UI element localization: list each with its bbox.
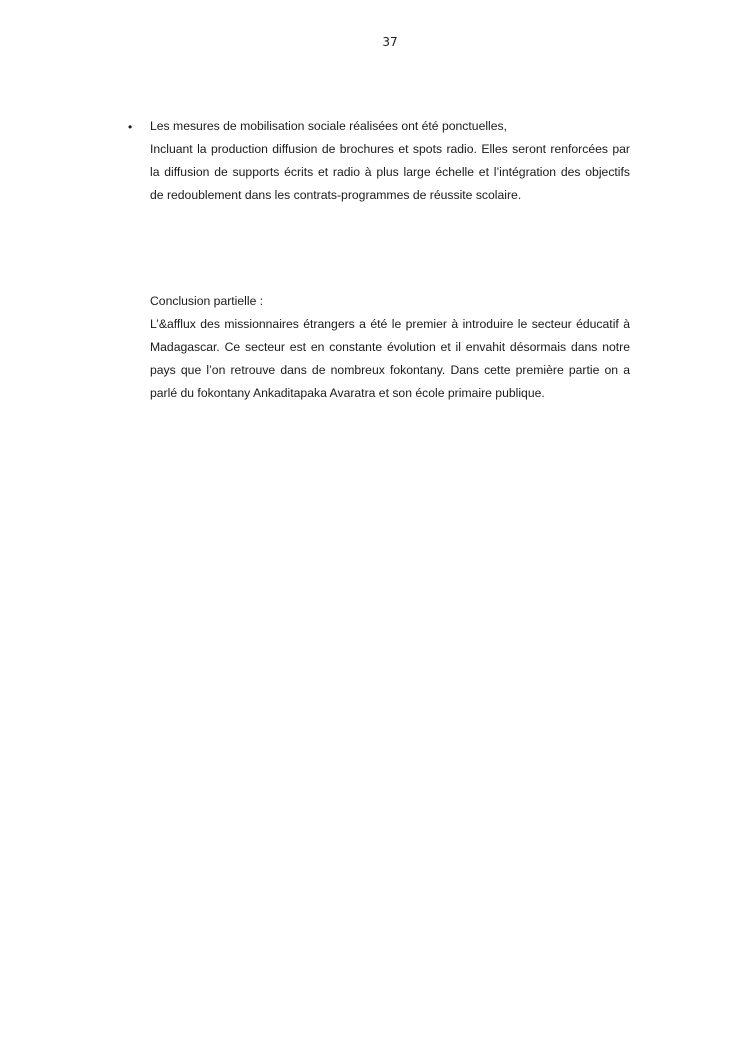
conclusion-line-3: pays que l’on retrouve dans de nombreux fokontany. Dans cette première partie on a (150, 363, 630, 377)
conclusion-paragraph (150, 313, 630, 405)
conclusion-heading: Conclusion partielle : (150, 294, 264, 308)
conclusion-line-4: parlé du fokontany Ankaditapaka Avaratra et son école primaire publique. (150, 386, 545, 400)
bullet-marker: • (128, 120, 133, 134)
page-number: 37 (382, 35, 398, 49)
bullet-line-4: de redoublement dans les contrats-programmes de réussite scolaire. (150, 188, 522, 202)
bullet-line-3: la diffusion de supports écrits et radio à plus large échelle et l’intégration des objectifs (150, 165, 630, 179)
conclusion-line-1: L’&afflux des missionnaires étrangers a été le premier à introduire le secteur éducatif à (150, 317, 630, 331)
bullet-line-1: Les mesures de mobilisation sociale réalisées ont été ponctuelles, (150, 119, 508, 133)
bullet-line-2: Incluant la production diffusion de brochures et spots radio. Elles seront renforcées par (150, 142, 630, 156)
conclusion-line-2: Madagascar. Ce secteur est en constante évolution et il envahit désormais dans notre (150, 340, 630, 354)
bullet-paragraph (150, 115, 630, 207)
